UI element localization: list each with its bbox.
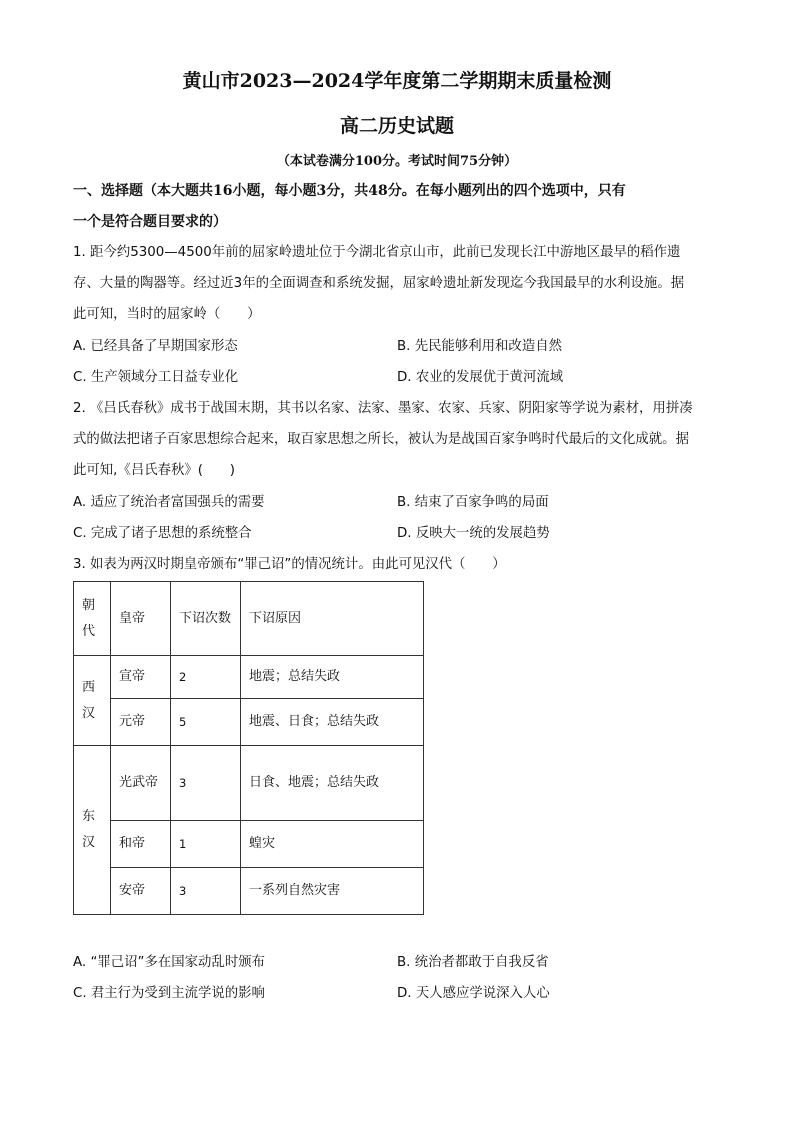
q2-line2: 式的做法把诸子百家思想综合起来，取百家思想之所长，被认为是战国百家争鸣时代最后的文化成就。据 bbox=[73, 432, 689, 447]
emperor-cell: 安帝 bbox=[111, 868, 171, 915]
reason-cell: 一系列自然灾害 bbox=[241, 868, 424, 915]
table-row bbox=[74, 821, 424, 868]
q3-line1: 3. 如表为两汉时期皇帝颁布“罪己诏”的情况统计。由此可见汉代（ ） bbox=[73, 557, 506, 572]
q3-option-c: C. 君主行为受到主流学说的影响 bbox=[73, 986, 265, 1001]
q3-option-d: D. 天人感应学说深入人心 bbox=[397, 986, 550, 1001]
table-row bbox=[74, 868, 424, 915]
dynasty-cell: 西汉 bbox=[74, 656, 111, 746]
table-header-cell: 下诏次数 bbox=[171, 582, 241, 656]
count-cell: 1 bbox=[171, 821, 241, 868]
emperor-cell: 元帝 bbox=[111, 699, 171, 746]
q1-option-a: A. 已经具备了早期国家形态 bbox=[73, 339, 238, 354]
q3-option-a: A. “罪己诏”多在国家动乱时颁布 bbox=[73, 955, 265, 970]
emperor-cell: 和帝 bbox=[111, 821, 171, 868]
q2-option-b: B. 结束了百家争鸣的局面 bbox=[397, 495, 549, 510]
table-row bbox=[74, 746, 424, 821]
table-header-cell: 皇帝 bbox=[111, 582, 171, 656]
reason-cell: 蝗灾 bbox=[241, 821, 424, 868]
q1-option-c: C. 生产领域分工日益专业化 bbox=[73, 370, 239, 385]
count-cell: 5 bbox=[171, 699, 241, 746]
table-row bbox=[74, 656, 424, 699]
section-heading-line2: 一个是符合题目要求的） bbox=[73, 214, 227, 230]
count-cell: 2 bbox=[171, 656, 241, 699]
dynasty-cell: 东汉 bbox=[74, 746, 111, 915]
section-heading-line1: 一、选择题（本大题共16小题，每小题3分，共48分。在每小题列出的四个选项中，只有 bbox=[73, 183, 626, 199]
q2-option-a: A. 适应了统治者富国强兵的需要 bbox=[73, 495, 265, 510]
q1-option-b: B. 先民能够利用和改造自然 bbox=[397, 339, 562, 354]
table-row bbox=[74, 699, 424, 746]
q1-option-d: D. 农业的发展优于黄河流域 bbox=[397, 370, 564, 385]
table-header-row bbox=[74, 582, 424, 656]
exam-note: （本试卷满分100分。考试时间75分钟） bbox=[276, 154, 518, 169]
q1-line2: 存、大量的陶器等。经过近3年的全面调查和系统发掘，屈家岭遗址新发现迄今我国最早的水利设施。据 bbox=[73, 276, 685, 291]
reason-cell: 地震；总结失政 bbox=[241, 656, 424, 699]
q2-option-c: C. 完成了诸子思想的系统整合 bbox=[73, 526, 252, 541]
reason-cell: 日食、地震；总结失政 bbox=[241, 746, 424, 821]
q1-line3: 此可知，当时的屈家岭（ ） bbox=[73, 307, 261, 322]
q2-option-d: D. 反映大一统的发展趋势 bbox=[397, 526, 550, 541]
reason-cell: 地震、日食；总结失政 bbox=[241, 699, 424, 746]
q1-line1: 1. 距今约5300—4500年前的屈家岭遗址位于今湖北省京山市，此前已发现长江中游地区最早的稻作遗 bbox=[73, 245, 681, 260]
emperor-cell: 宣帝 bbox=[111, 656, 171, 699]
q2-line1: 2. 《吕氏春秋》成书于战国末期，其书以名家、法家、墨家、农家、兵家、阴阳家等学说为素材，用拼凑 bbox=[73, 401, 693, 416]
q3-option-b: B. 统治者都敢于自我反省 bbox=[397, 955, 549, 970]
emperor-edict-table bbox=[73, 581, 424, 915]
emperor-cell: 光武帝 bbox=[111, 746, 171, 821]
q2-line3: 此可知,《吕氏春秋》( ) bbox=[73, 463, 236, 478]
exam-title: 黄山市2023—2024学年度第二学期期末质量检测 bbox=[182, 70, 612, 92]
exam-subtitle: 高二历史试题 bbox=[339, 115, 454, 137]
table-header-cell: 朝代 bbox=[74, 582, 111, 656]
table-header-cell: 下诏原因 bbox=[241, 582, 424, 656]
count-cell: 3 bbox=[171, 746, 241, 821]
count-cell: 3 bbox=[171, 868, 241, 915]
